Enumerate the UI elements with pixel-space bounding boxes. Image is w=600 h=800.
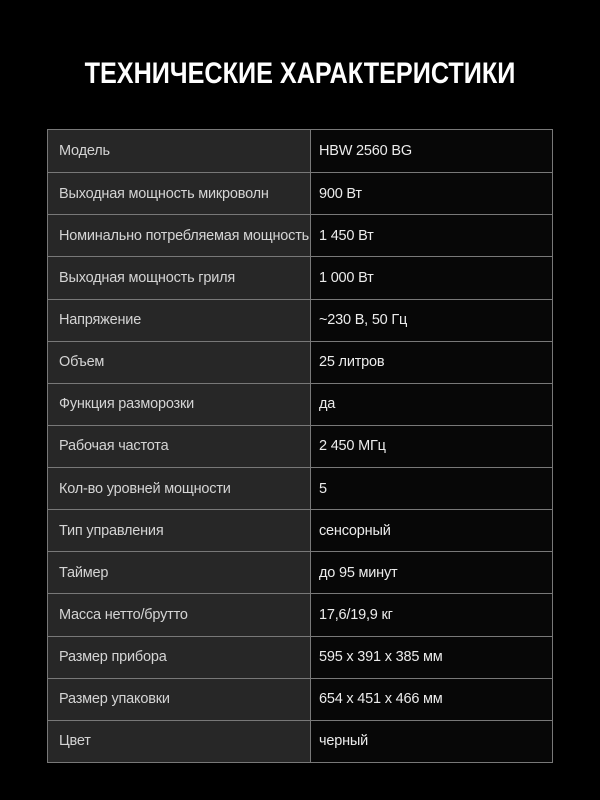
spec-label: Тип управления (48, 510, 311, 551)
spec-label: Функция разморозки (48, 384, 311, 425)
page-title: ТЕХНИЧЕСКИЕ ХАРАКТЕРИСТИКИ (84, 57, 516, 90)
spec-value: 595 x 391 x 385 мм (311, 637, 552, 678)
spec-value: 900 Вт (311, 173, 552, 214)
table-row (48, 299, 552, 341)
table-row (48, 509, 552, 551)
spec-value: черный (311, 721, 552, 762)
spec-value: да (311, 384, 552, 425)
table-row (48, 720, 552, 762)
spec-value: 1 000 Вт (311, 257, 552, 298)
table-row (48, 256, 552, 298)
spec-label: Цвет (48, 721, 311, 762)
spec-label: Объем (48, 342, 311, 383)
table-row (48, 678, 552, 720)
table-row (48, 383, 552, 425)
table-row (48, 130, 552, 172)
table-row (48, 467, 552, 509)
table-row (48, 341, 552, 383)
table-row (48, 425, 552, 467)
spec-label: Напряжение (48, 300, 311, 341)
spec-label: Рабочая частота (48, 426, 311, 467)
spec-value: сенсорный (311, 510, 552, 551)
spec-value: 25 литров (311, 342, 552, 383)
spec-label: Модель (48, 130, 311, 172)
spec-value: 5 (311, 468, 552, 509)
table-row (48, 551, 552, 593)
spec-label: Выходная мощность гриля (48, 257, 311, 298)
table-row (48, 172, 552, 214)
table-row (48, 214, 552, 256)
spec-label: Масса нетто/брутто (48, 594, 311, 635)
spec-table (47, 129, 553, 763)
spec-value: HBW 2560 BG (311, 130, 552, 172)
spec-label: Выходная мощность микроволн (48, 173, 311, 214)
spec-value: 17,6/19,9 кг (311, 594, 552, 635)
table-row (48, 593, 552, 635)
spec-value: до 95 минут (311, 552, 552, 593)
spec-value: 2 450 МГц (311, 426, 552, 467)
spec-value: 1 450 Вт (311, 215, 552, 256)
spec-label: Размер упаковки (48, 679, 311, 720)
spec-value: 654 x 451 x 466 мм (311, 679, 552, 720)
table-row (48, 636, 552, 678)
spec-label: Кол-во уровней мощности (48, 468, 311, 509)
spec-label: Таймер (48, 552, 311, 593)
spec-label: Номинально потребляемая мощность (48, 215, 311, 256)
spec-value: ~230 В, 50 Гц (311, 300, 552, 341)
spec-label: Размер прибора (48, 637, 311, 678)
